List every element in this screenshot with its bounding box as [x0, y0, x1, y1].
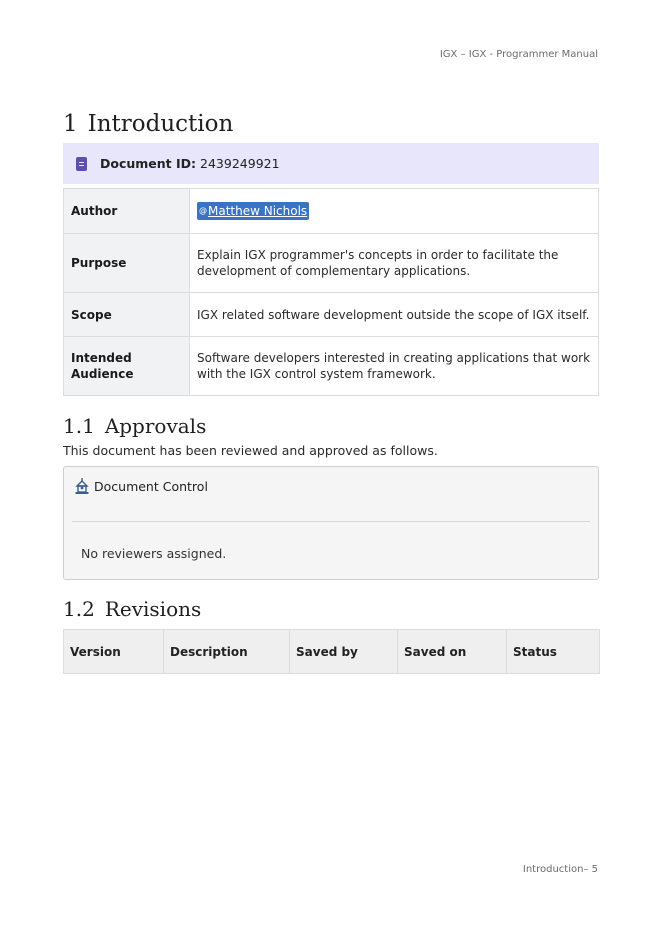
- section-heading-approvals: [63, 412, 599, 440]
- audience-label: Intended Audience: [64, 337, 190, 396]
- section-heading-revisions: [63, 595, 599, 623]
- document-control-panel: [63, 466, 599, 580]
- reviewers-status: No reviewers assigned.: [81, 546, 227, 561]
- document-properties-table: [63, 188, 599, 396]
- document-control-title: Document Control: [94, 478, 208, 494]
- tower-icon: [74, 477, 90, 495]
- section-title: Approvals: [104, 414, 207, 438]
- column-header-description: Description: [164, 630, 290, 674]
- section-number: 1.1: [63, 414, 95, 438]
- document-id-box: [63, 143, 599, 184]
- document-id-value: 2439249921: [200, 156, 280, 171]
- author-name: Matthew Nichols: [208, 204, 308, 218]
- author-cell: [190, 189, 599, 234]
- running-header: IGX – IGX - Programmer Manual: [439, 49, 598, 60]
- purpose-label: Purpose: [64, 234, 190, 293]
- document-id-label: Document ID:: [100, 156, 197, 171]
- document-control-header: [74, 477, 208, 495]
- section-number: 1.2: [63, 597, 95, 621]
- table-row: [64, 337, 599, 396]
- revisions-table: [63, 629, 600, 674]
- section-number: 1: [63, 111, 78, 137]
- page-content: [63, 108, 599, 674]
- mention-at-icon: @: [199, 206, 207, 215]
- column-header-saved-by: Saved by: [290, 630, 398, 674]
- approvals-text: This document has been reviewed and approved as follows.: [63, 443, 438, 458]
- purpose-value: Explain IGX programmer's concepts in order to facilitate the development of complementary applications.: [190, 234, 599, 293]
- column-header-version: Version: [64, 630, 164, 674]
- running-footer: Introduction– 5: [522, 864, 598, 875]
- table-header-row: [64, 630, 600, 674]
- section-title: Introduction: [87, 111, 234, 137]
- table-row: [64, 234, 599, 293]
- table-row: [64, 293, 599, 337]
- column-header-status: Status: [507, 630, 600, 674]
- column-header-saved-on: Saved on: [398, 630, 507, 674]
- author-mention-link[interactable]: [197, 202, 309, 220]
- section-heading-introduction: [63, 108, 599, 140]
- section-title: Revisions: [104, 597, 202, 621]
- audience-value: Software developers interested in creating applications that work with the IGX control system framework.: [190, 337, 599, 396]
- author-label: Author: [64, 189, 190, 234]
- scope-label: Scope: [64, 293, 190, 337]
- table-row: [64, 189, 599, 234]
- document-icon: [76, 157, 87, 171]
- divider: [72, 521, 590, 522]
- scope-value: IGX related software development outside the scope of IGX itself.: [190, 293, 599, 337]
